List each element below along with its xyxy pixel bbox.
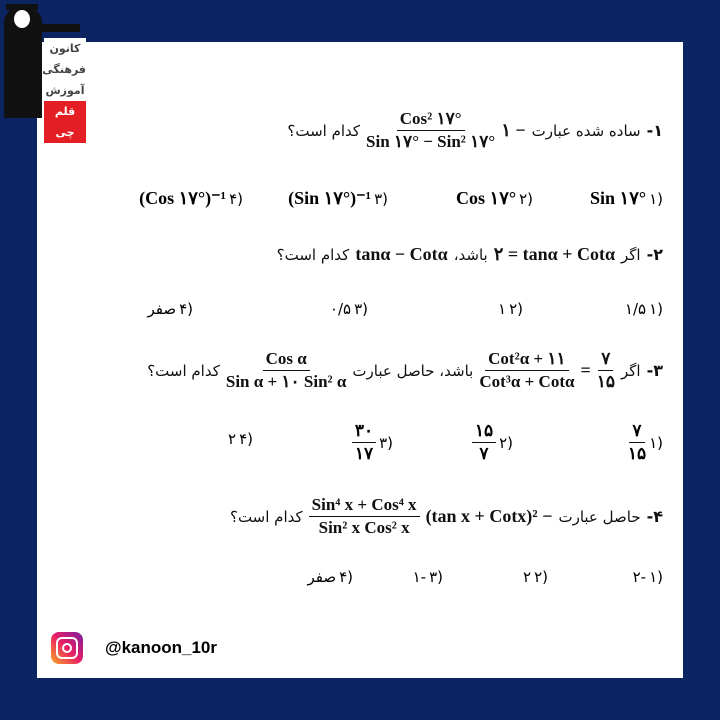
option-value: -۲ <box>632 568 647 586</box>
option-value: ۲ <box>228 430 237 448</box>
question-number: ۴- <box>646 507 663 526</box>
denominator: Sin ۱۷° − Sin² ۱۷° <box>366 132 496 151</box>
option-4[interactable] <box>139 188 243 209</box>
logo-line: کانون <box>49 42 81 55</box>
logo-line: آموزش <box>45 84 85 97</box>
option-value: ۱ <box>498 300 507 318</box>
denominator: Cot³α + Cotα <box>479 372 575 391</box>
logo-text <box>44 38 86 143</box>
denominator: ۷ <box>479 444 489 463</box>
option-label: (۳ <box>429 568 443 586</box>
logo-line: فرهنگی <box>42 63 86 76</box>
numerator: ۱۵ <box>472 420 496 443</box>
option-value: ۰/۵ <box>329 300 352 318</box>
fraction <box>597 348 615 393</box>
option-label: (۱ <box>649 433 663 452</box>
option-value: صفر <box>307 568 337 586</box>
graduate-head-icon <box>14 10 30 28</box>
fraction <box>472 420 496 465</box>
option-4[interactable] <box>147 300 193 318</box>
option-1[interactable] <box>590 188 663 209</box>
option-3[interactable] <box>288 188 388 209</box>
option-3[interactable] <box>413 568 443 586</box>
option-2[interactable] <box>498 300 523 318</box>
numerator: Cos² ۱۷° <box>397 108 465 131</box>
option-1[interactable] <box>628 420 663 465</box>
option-value: ۲ <box>523 568 532 586</box>
question-4 <box>230 494 663 539</box>
denominator: ۱۵ <box>596 372 615 391</box>
fraction <box>366 108 495 153</box>
option-2[interactable] <box>456 188 533 209</box>
numerator: Sin⁴ x + Cos⁴ x <box>309 494 420 517</box>
instagram-handle[interactable]: @kanoon_10r <box>105 638 218 657</box>
question-tail: کدام است؟ <box>147 361 220 380</box>
option-4[interactable] <box>307 568 353 586</box>
option-value: صفر <box>147 300 177 318</box>
math-expr: ۱ − <box>501 120 526 140</box>
option-1[interactable] <box>633 568 663 586</box>
option-label: (۲ <box>509 300 523 318</box>
denominator: ۱۵ <box>627 444 647 463</box>
option-label: (۴ <box>179 300 193 318</box>
question-3 <box>147 348 663 393</box>
footer <box>51 632 217 664</box>
question-text: باشد، حاصل عبارت <box>352 361 474 380</box>
option-3[interactable] <box>352 420 393 465</box>
question-text: باشد، <box>453 245 488 264</box>
option-label: (۲ <box>519 189 533 208</box>
denominator: Sin² x Cos² x <box>318 518 410 537</box>
option-label: (۱ <box>649 300 663 318</box>
option-4[interactable] <box>228 430 253 448</box>
option-value: Cos ۱۷° <box>456 188 517 208</box>
question-number: ۳- <box>646 361 663 380</box>
numerator: ۳۰ <box>352 420 376 443</box>
question-tail: کدام است؟ <box>287 121 361 140</box>
logo-line: قلم چی <box>44 101 86 143</box>
question-1 <box>287 108 663 153</box>
math-expr: ۲ = tanα + Cotα <box>493 244 615 264</box>
denominator: Sin α + ۱۰ Sin² α <box>225 372 347 391</box>
equals-sign: = <box>580 360 591 380</box>
denominator: ۱۷ <box>354 444 374 463</box>
fraction <box>309 494 420 539</box>
option-value: ۱/۵ <box>624 300 647 318</box>
option-label: (۲ <box>534 568 548 586</box>
fraction <box>479 348 574 393</box>
option-label: (۴ <box>229 189 243 208</box>
option-label: (۳ <box>354 300 368 318</box>
option-value: (Cos ۱۷°)⁻¹ <box>139 188 227 208</box>
option-label: (۴ <box>339 568 353 586</box>
math-expr: (tan x + Cotx)² − <box>425 506 553 526</box>
question-tail: کدام است؟ <box>229 507 303 526</box>
question-text: حاصل عبارت <box>558 507 641 526</box>
option-label: (۳ <box>379 433 393 452</box>
question-text: اگر <box>621 245 641 264</box>
option-2[interactable] <box>472 420 513 465</box>
fraction <box>352 420 376 465</box>
question-number: ۱- <box>646 121 663 140</box>
numerator: Cos α <box>263 348 310 371</box>
option-label: (۱ <box>649 189 663 208</box>
option-label: (۳ <box>374 189 388 208</box>
option-value: Sin ۱۷° <box>590 188 647 208</box>
question-text: ساده شده عبارت <box>531 121 641 140</box>
question-text: اگر <box>621 361 641 380</box>
question-number: ۲- <box>646 245 663 264</box>
math-expr: tanα − Cotα <box>355 244 448 264</box>
numerator: Cot²α + ۱۱ <box>485 348 568 371</box>
option-2[interactable] <box>523 568 548 586</box>
option-value: (Sin ۱۷°)⁻¹ <box>288 188 372 208</box>
instagram-icon[interactable] <box>51 632 83 664</box>
fraction <box>628 420 646 465</box>
option-label: (۲ <box>499 433 513 452</box>
option-value: -۱ <box>412 568 427 586</box>
numerator: ۷ <box>629 420 644 443</box>
question-card <box>37 42 683 678</box>
question-tail: کدام است؟ <box>276 245 350 264</box>
option-3[interactable] <box>330 300 368 318</box>
kanoon-logo <box>0 0 90 139</box>
question-2 <box>277 244 663 265</box>
option-label: (۱ <box>649 568 663 586</box>
pointing-arm-icon <box>40 24 80 32</box>
fraction <box>226 348 347 393</box>
numerator: ۷ <box>598 348 613 371</box>
option-label: (۴ <box>239 430 253 448</box>
option-1[interactable] <box>625 300 663 318</box>
